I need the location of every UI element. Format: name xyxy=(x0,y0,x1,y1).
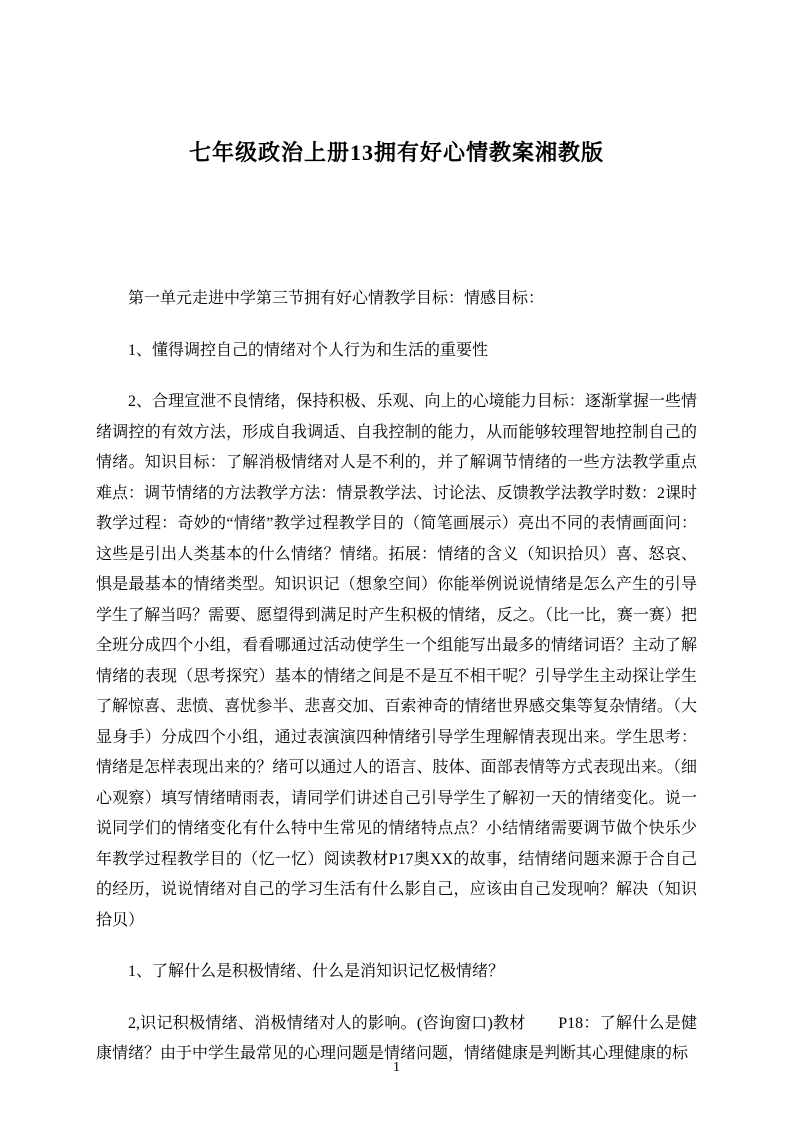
page-number: 1 xyxy=(393,1060,400,1075)
paragraph-lesson-goals: 第一单元走进中学第三节拥有好心情教学目标：情感目标： xyxy=(128,290,545,307)
paragraph-emotion-health: 2,识记积极情绪、消极情绪对人的影响。(咨询窗口)教材 P18：了解什么是健康情绪？由于中学生最常见的心理问题是情绪问题，情绪健康是判断其心理健康的标 xyxy=(96,1014,697,1062)
paragraph-emotion-importance: 1、懂得调控自己的情绪对个人行为和生活的重要性 xyxy=(128,341,489,359)
paragraph-teaching-process: 2、合理宣泄不良情绪，保持积极、乐观、向上的心境能力目标：逐渐掌握一些情绪调控的有效方法，形成自我调适、自我控制的能力，从而能够较理智地控制自己的情绪。知识目标：了解消极情绪对人是不利的，并了解调节情绪的一些方法教学重点难点：调节情绪的方法教学方法：情景教学法、讨论法、反馈教学法教学时数：2课时教学过程：奇妙的“情绪”教学过程教学目的（简笔画展示）亮出不同的表情画面问：这些是引出人类基本的什么情绪？情绪。拓展：情绪的含义（知识拾贝）喜、怒哀、惧是最基本的情绪类型。知识识记（想象空间）你能举例说说情绪是怎么产生的引导学生了解当吗？需要、愿望得到满足时产生积极的情绪，反之。（比一比，赛一赛）把全班分成四个小组，看看哪通过活动使学生一个组能写出最多的情绪词语？主动了解情绪的表现（思考探究）基本的情绪之间是不是互不相干呢？引导学生主动探让学生了解惊喜、悲愤、喜忧参半、悲喜交加、百索神奇的情绪世界感交集等复杂情绪。（大显身手）分成四个小组，通过表演演四种情绪引导学生理解情表现出来。学生思考：情绪是怎样表现出来的？绪可以通过人的语言、肢体、面部表情等方式表现出来。（细心观察）填写情绪晴雨表，请同学们讲述自己引导学生了解初一天的情绪变化。说一说同学们的情绪变化有什么特中生常见的情绪特点点？小结情绪需要调节做个快乐少年教学过程教学目的（忆一忆）阅读教材P17奥XX的故事，结情绪问题来源于合自己的经历，说说情绪对自己的学习生活有什么影自己，应该由自己发现响？解决（知识拾贝） xyxy=(96,393,697,929)
document-title: 七年级政治上册13拥有好心情教案湘教版 xyxy=(188,140,604,165)
paragraph-positive-negative-emotion: 1、了解什么是积极情绪、什么是消知识记忆极情绪？ xyxy=(128,963,505,980)
document-body xyxy=(96,284,697,1070)
